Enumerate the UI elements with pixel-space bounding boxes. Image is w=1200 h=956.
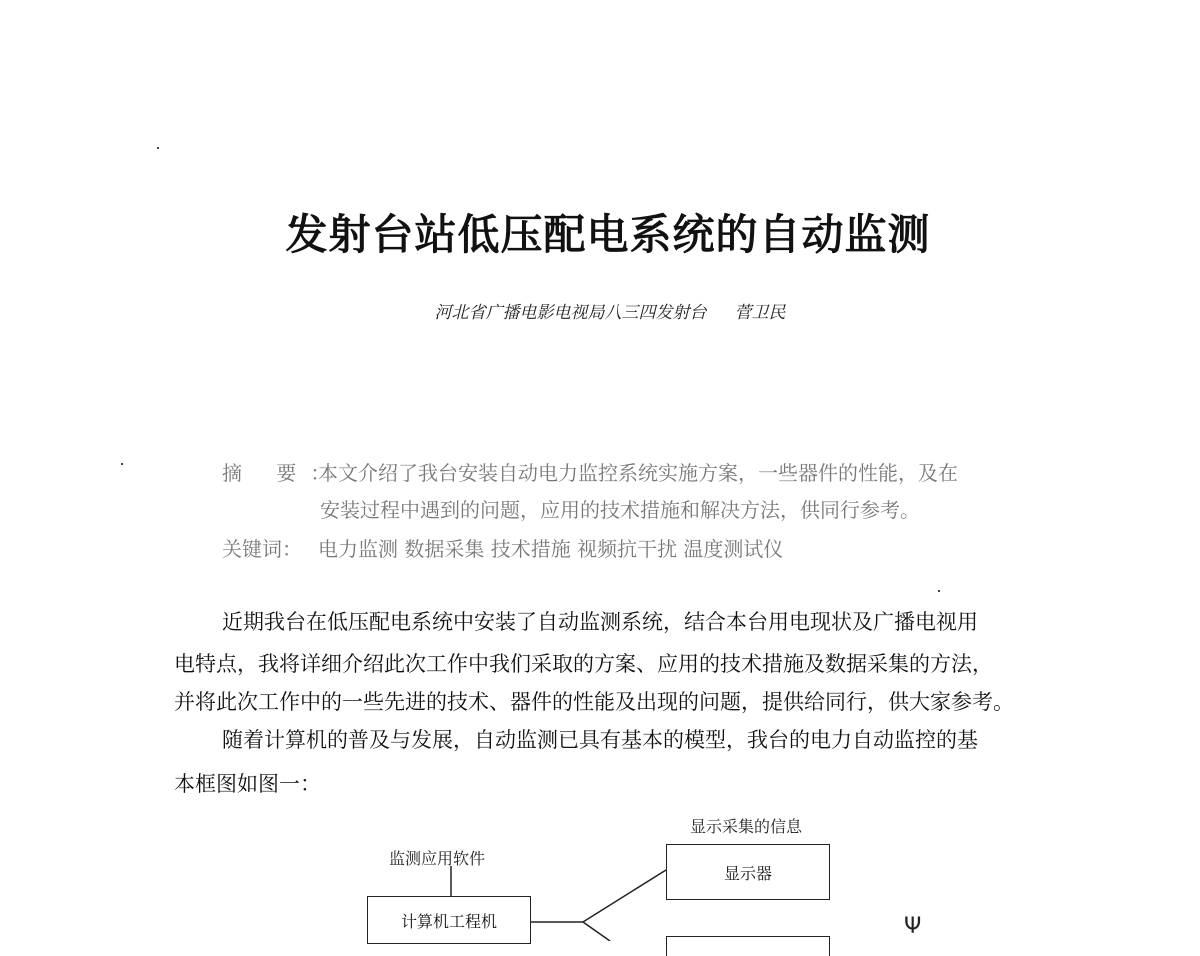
branch-to-display-line [583,870,666,922]
branch-down-line [583,922,610,941]
scan-speck [121,463,123,465]
author-name: 菅卫民 [734,303,786,323]
keywords-label: 关键词： [222,537,302,561]
abstract-line-1: 本文介绍了我台安装自动电力监控系统实施方案，一些器件的性能，及在 [318,461,958,485]
body-paragraph-1-line-1: 近期我台在低压配电系统中安装了自动监测系统，结合本台用电现状及广播电视用 [222,610,978,634]
abstract-label: 摘 要： [222,461,345,485]
display-info-label: 显示采集的信息 [690,817,803,836]
software-label: 监测应用软件 [389,849,486,868]
author-line [0,298,1200,323]
body-paragraph-2-line-1: 随着计算机的普及与发展，自动监测已具有基本的模型，我台的电力自动监控的基 [222,728,978,752]
computer-box: 计算机工程机 [367,896,531,944]
author-affiliation: 河北省广播电影电视局八三四发射台 [434,303,707,323]
scan-speck [938,590,940,592]
antenna-icon: Ψ [904,914,922,939]
scan-speck [157,147,159,149]
page-title: 发射台站低压配电系统的自动监测 [285,210,931,259]
keywords-text: 电力监测 数据采集 技术措施 视频抗干扰 温度测试仪 [318,537,784,561]
lower-box [666,936,830,956]
body-paragraph-1-line-3: 并将此次工作中的一些先进的技术、器件的性能及出现的问题，提供给同行，供大家参考。 [174,690,1014,714]
body-paragraph-2-line-2: 本框图如图一： [174,772,321,796]
body-paragraph-1-line-2: 电特点，我将详细介绍此次工作中我们采取的方案、应用的技术措施及数据采集的方法， [174,652,993,676]
display-box: 显示器 [666,844,830,900]
abstract-line-2: 安装过程中遇到的问题，应用的技术措施和解决方法，供同行参考。 [320,498,920,522]
